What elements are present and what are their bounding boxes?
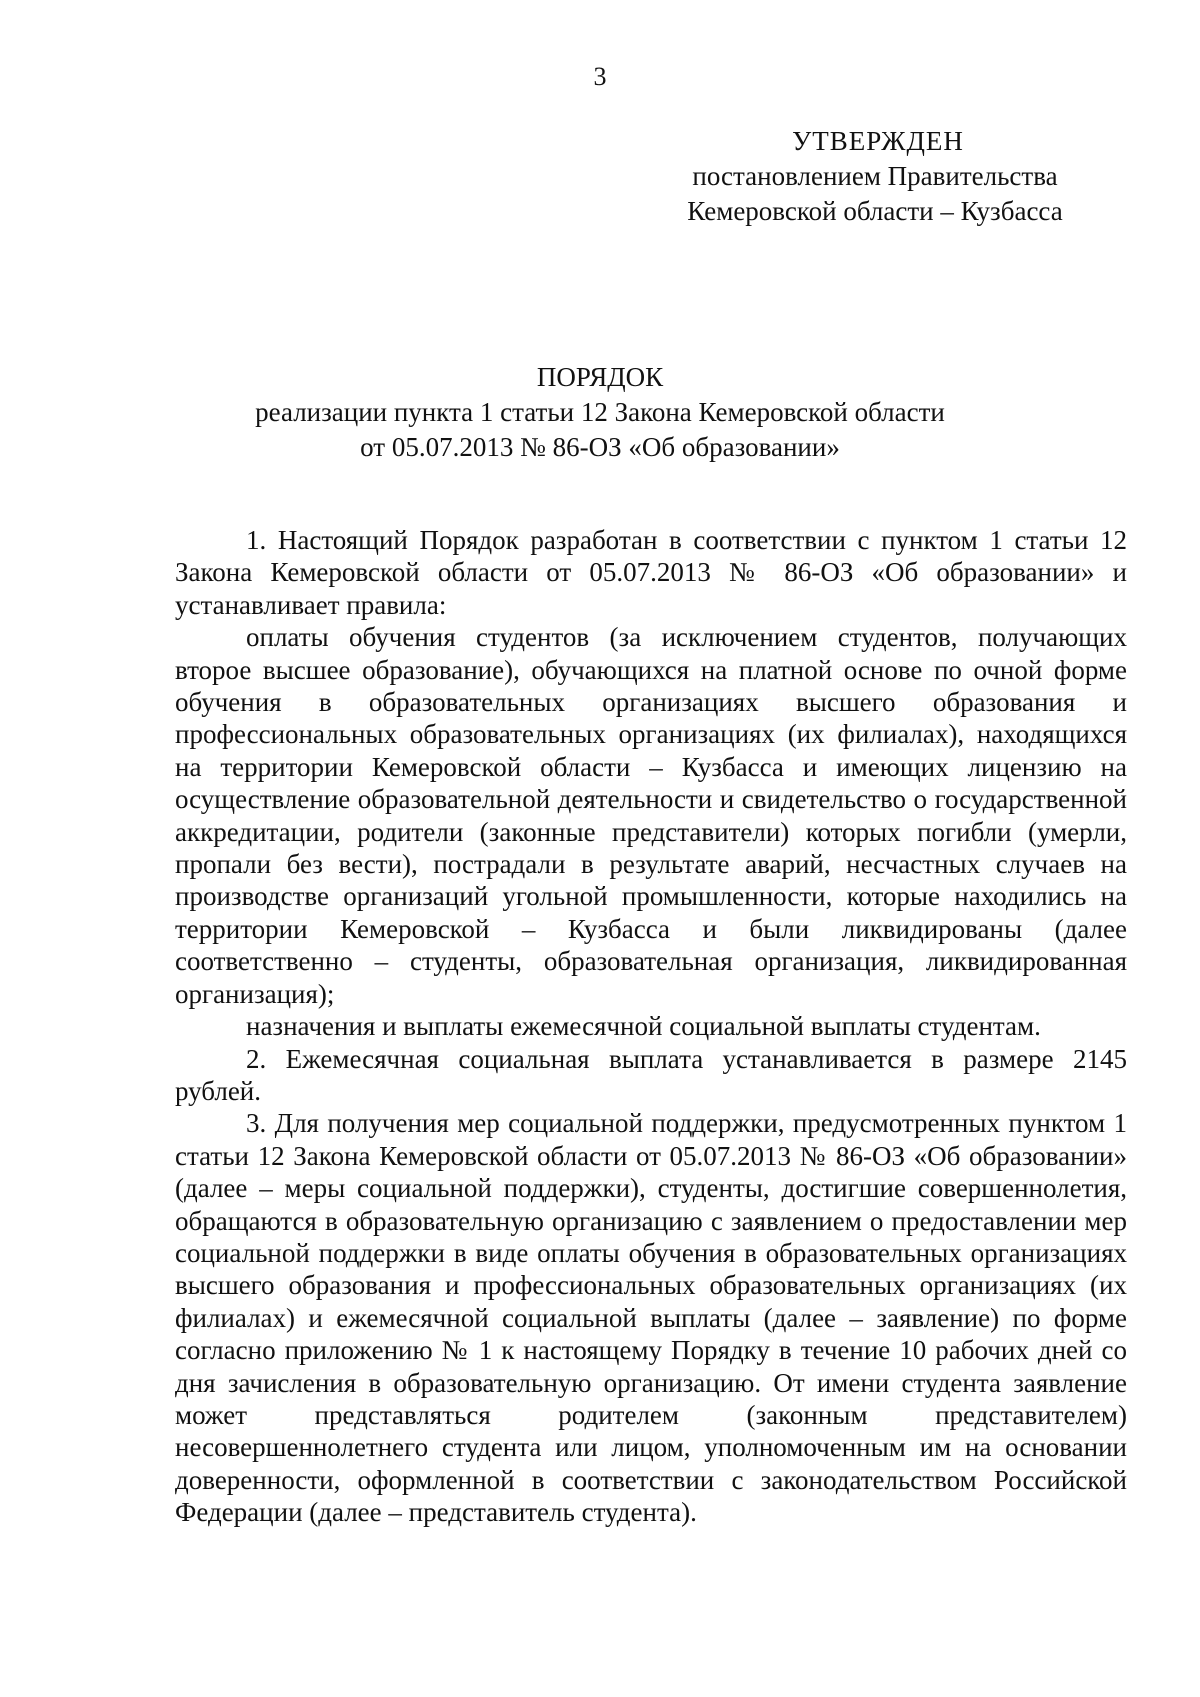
approval-line-1: постановлением Правительства <box>692 161 1058 191</box>
approval-stamp-block <box>640 124 1110 229</box>
document-title-block <box>180 360 1020 465</box>
document-body <box>175 524 1127 1529</box>
approval-title: УТВЕРЖДЕН <box>792 126 964 156</box>
paragraph-2: 2. Ежемесячная социальная выплата устанавливается в размере 2145 рублей. <box>175 1043 1127 1106</box>
document-subtitle-line-2: от 05.07.2013 № 86-ОЗ «Об образовании» <box>360 432 840 462</box>
paragraph-1-payment-rules: оплаты обучения студентов (за исключением студентов, получающих второе высшее образование), обучающихся на платной основе по очной форме обучения в образовательных организациях высшего образования и профессиональных образовательных организациях (их филиалах), находящихся на территории Кемеровской области – Кузбасса и имеющих лицензию на осуществление образовательной деятельности и свидетельство о государственной аккредитации, родители (законные представители) которых погибли (умерли, пропали без вести), пострадали в результате аварий, несчастных случаев на производстве организаций угольной промышленности, которые находились на территории Кемеровской – Кузбасса и были ликвидированы (далее соответственно – студенты, образовательная организация, ликвидированная организация); <box>175 622 1127 1009</box>
page-number: 3 <box>593 62 607 91</box>
paragraph-1-monthly-payment-rules: назначения и выплаты ежемесячной социальной выплаты студентам. <box>246 1011 1041 1042</box>
document-heading: ПОРЯДОК <box>536 362 664 392</box>
approval-line-2: Кемеровской области – Кузбасса <box>687 196 1063 226</box>
paragraph-3: 3. Для получения мер социальной поддержки, предусмотренных пунктом 1 статьи 12 Закона Кемеровской области от 05.07.2013 № 86-ОЗ «Об образовании» (далее – меры социальной поддержки), студенты, достигшие совершеннолетия, обращаются в образовательную организацию с заявлением о предоставлении мер социальной поддержки в виде оплаты обучения в образовательных организациях высшего образования и профессиональных образовательных организациях (их филиалах) и ежемесячной социальной выплаты (далее – заявление) по форме согласно приложению № 1 к настоящему Порядку в течение 10 рабочих дней со дня зачисления в образовательную организацию. От имени студента заявление может представляться родителем (законным представителем) несовершеннолетнего студента или лицом, уполномоченным им на основании доверенности, оформленной в соответствии с законодательством Российской Федерации (далее – представитель студента). <box>175 1108 1127 1528</box>
document-subtitle-line-1: реализации пункта 1 статьи 12 Закона Кемеровской области <box>255 397 945 427</box>
paragraph-1: 1. Настоящий Порядок разработан в соответствии с пунктом 1 статьи 12 Закона Кемеровской области от 05.07.2013 № 86-ОЗ «Об образовании» и устанавливает правила: <box>175 525 1127 620</box>
